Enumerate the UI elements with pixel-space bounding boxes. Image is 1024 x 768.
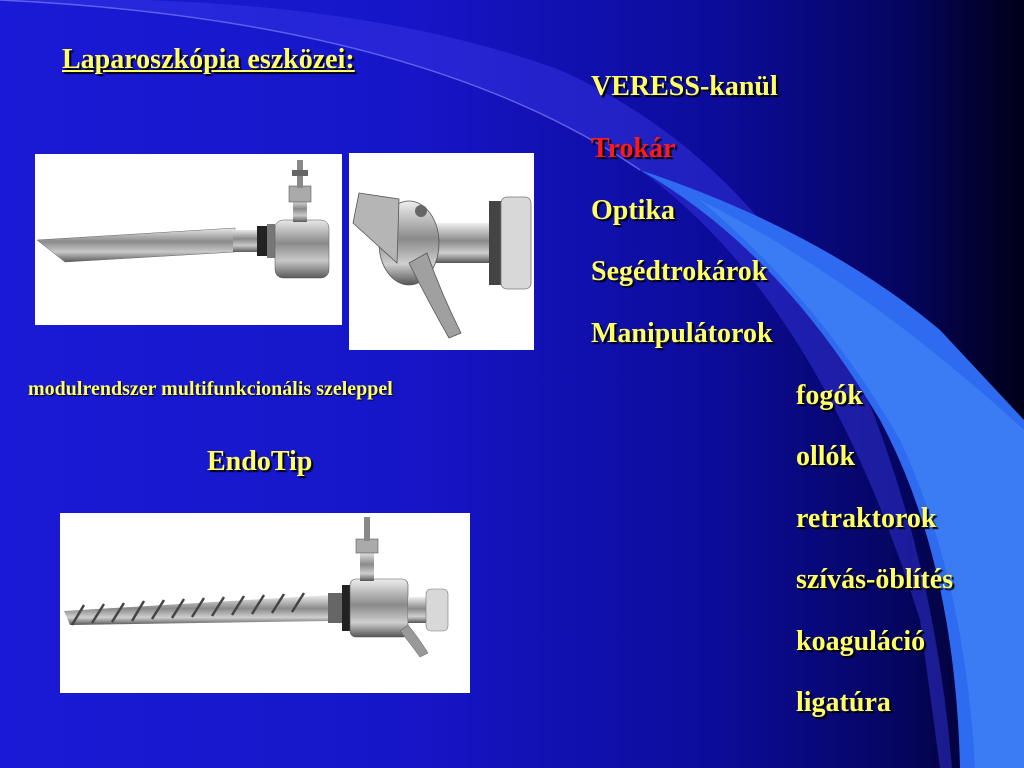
sub-item-koagulacio: koaguláció (796, 626, 926, 657)
sub-item-szivas-oblites: szívás-öblítés (796, 564, 954, 595)
trocar-photo-1 (35, 154, 342, 325)
list-item-optika: Optika (591, 195, 676, 226)
endotip-photo (60, 513, 470, 693)
list-item-segedtrokarok: Segédtrokárok (591, 256, 768, 287)
sub-item-retraktorok: retraktorok (796, 503, 937, 534)
trocar-photo-2 (349, 153, 534, 350)
list-item-manipulatorok: Manipulátorok (591, 318, 773, 349)
photo-caption: modulrendszer multifunkcionális szeleppel (28, 378, 393, 400)
trocar-lever-illustration-icon (349, 153, 534, 350)
sub-item-ligatura: ligatúra (796, 687, 891, 718)
list-item-veress: VERESS-kanül (591, 71, 778, 102)
sub-item-ollok: ollók (796, 441, 856, 472)
trocar-illustration-icon (35, 154, 342, 325)
sub-item-fogok: fogók (796, 380, 863, 411)
list-item-trokar: Trokár (591, 133, 676, 164)
endotip-label: EndoTip (207, 446, 313, 477)
slide-title: Laparoszkópia eszközei: (62, 44, 355, 75)
endotip-illustration-icon (60, 513, 470, 693)
